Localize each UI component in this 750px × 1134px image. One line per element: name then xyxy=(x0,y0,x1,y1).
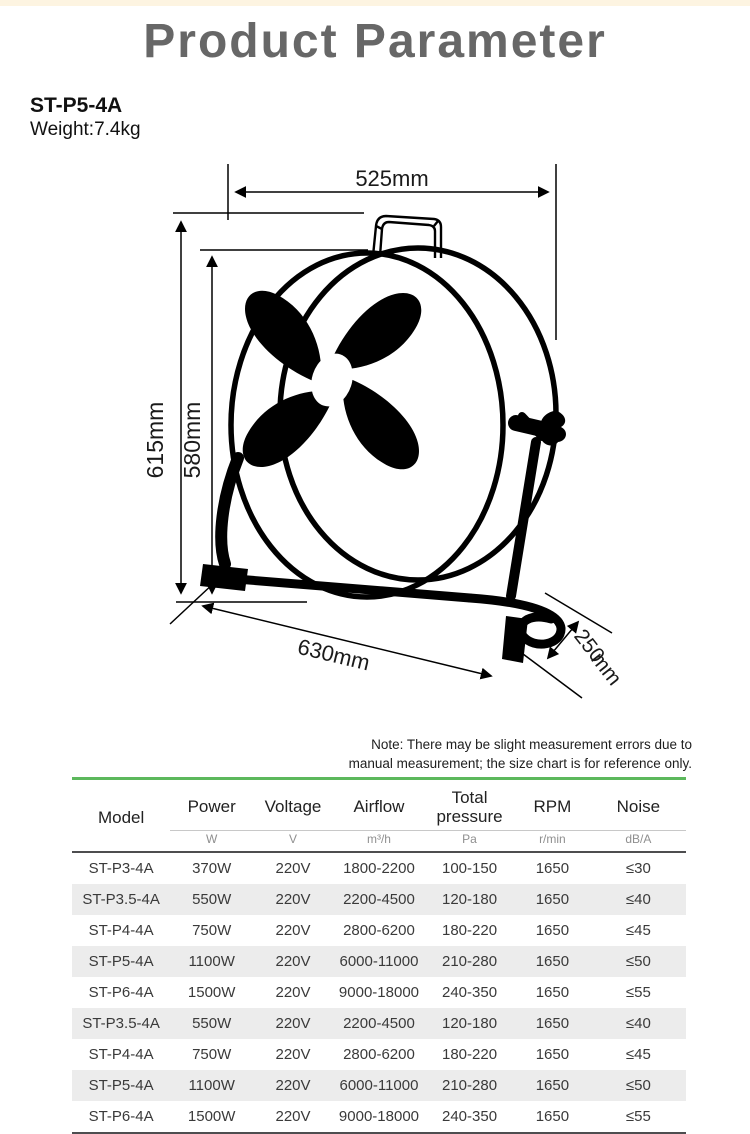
table-cell: 220V xyxy=(275,891,311,909)
table-cell: ≤55 xyxy=(625,984,651,1002)
table-cell: 1500W xyxy=(187,1108,236,1126)
table-cell: ST-P5-4A xyxy=(88,1077,154,1095)
fan-drawing xyxy=(199,216,566,663)
table-cell: 220V xyxy=(275,1108,311,1126)
measurement-note-line1: Note: There may be slight measurement errors due to xyxy=(371,737,692,752)
measurement-note xyxy=(262,736,692,773)
table-cell: ST-P3-4A xyxy=(88,860,154,878)
table-cell: 210-280 xyxy=(441,1077,498,1095)
col-header-noise: Noise xyxy=(616,797,661,817)
table-cell: 1500W xyxy=(187,984,236,1002)
spec-table xyxy=(72,777,686,1134)
table-cell: 6000-11000 xyxy=(339,1077,419,1095)
col-header-airflow: Airflow xyxy=(353,797,405,817)
col-unit-voltage: V xyxy=(253,831,333,853)
table-cell: ≤40 xyxy=(625,891,651,909)
product-weight: Weight:7.4kg xyxy=(30,119,141,140)
table-cell: 1650 xyxy=(535,1015,570,1033)
table-cell: ≤50 xyxy=(625,1077,651,1095)
table-cell: 2200-4500 xyxy=(343,1015,415,1033)
table-cell: ≤45 xyxy=(625,922,651,940)
table-cell: ≤50 xyxy=(625,953,651,971)
table-cell: 120-180 xyxy=(441,891,498,909)
col-unit-noise: dB/A xyxy=(591,831,686,853)
table-cell: 220V xyxy=(275,984,311,1002)
table-cell: ST-P3.5-4A xyxy=(82,1015,160,1033)
col-header-voltage: Voltage xyxy=(264,797,322,817)
spec-table-body xyxy=(72,852,686,1133)
col-header-power: Power xyxy=(187,797,236,817)
table-cell: 210-280 xyxy=(441,953,498,971)
table-row xyxy=(72,946,686,977)
table-cell: 750W xyxy=(192,922,232,940)
table-cell: 240-350 xyxy=(441,984,498,1002)
table-cell: 2800-6200 xyxy=(343,1046,415,1064)
table-cell: 100-150 xyxy=(441,860,498,878)
table-row xyxy=(72,852,686,884)
table-cell: 1650 xyxy=(535,1046,570,1064)
col-header-model: Model xyxy=(72,779,170,853)
dim-label-height-outer: 615mm xyxy=(142,401,168,479)
table-cell: 120-180 xyxy=(441,1015,498,1033)
dim-label-width: 525mm xyxy=(355,166,429,191)
table-row xyxy=(72,1039,686,1070)
table-cell: ST-P5-4A xyxy=(88,953,154,971)
page-title: Product Parameter xyxy=(143,15,607,68)
col-unit-power: W xyxy=(170,831,253,853)
table-row xyxy=(72,884,686,915)
table-cell: 220V xyxy=(275,922,311,940)
col-unit-rpm: r/min xyxy=(514,831,591,853)
dim-label-base-length: 630mm xyxy=(295,633,373,676)
table-cell: ST-P3.5-4A xyxy=(82,891,160,909)
table-cell: 1650 xyxy=(535,922,570,940)
table-cell: 220V xyxy=(275,1046,311,1064)
table-cell: 550W xyxy=(192,1015,232,1033)
table-cell: 550W xyxy=(192,891,232,909)
fan-dimension-diagram xyxy=(70,150,670,750)
table-cell: 1100W xyxy=(188,953,235,971)
table-cell: 1800-2200 xyxy=(343,860,415,878)
table-cell: 220V xyxy=(275,1077,311,1095)
table-row xyxy=(72,1101,686,1133)
table-cell: 1650 xyxy=(535,860,570,878)
dim-label-base-depth-value: 250 xyxy=(569,625,609,667)
table-cell: 220V xyxy=(275,860,311,878)
table-cell: ≤55 xyxy=(625,1108,651,1126)
table-cell: 240-350 xyxy=(441,1108,498,1126)
table-cell: 180-220 xyxy=(441,922,498,940)
table-cell: 370W xyxy=(192,860,232,878)
table-cell: 2800-6200 xyxy=(343,922,415,940)
table-row xyxy=(72,1070,686,1101)
table-cell: 6000-11000 xyxy=(339,953,419,971)
table-cell: ≤45 xyxy=(625,1046,651,1064)
table-cell: ST-P6-4A xyxy=(88,1108,154,1126)
table-cell: 1650 xyxy=(535,984,570,1002)
col-header-total-pressure: Total pressure xyxy=(436,788,503,826)
table-cell: ST-P4-4A xyxy=(88,922,154,940)
table-cell: ST-P6-4A xyxy=(88,984,154,1002)
table-cell: 9000-18000 xyxy=(338,984,419,1002)
top-accent-band xyxy=(0,0,750,6)
table-cell: ≤30 xyxy=(625,860,651,878)
table-cell: 9000-18000 xyxy=(338,1108,419,1126)
spec-table-header-row xyxy=(72,779,686,831)
table-cell: 220V xyxy=(275,953,311,971)
spec-table-section xyxy=(72,777,686,1134)
table-cell: 1650 xyxy=(535,1108,570,1126)
table-row xyxy=(72,915,686,946)
table-cell: 1100W xyxy=(188,1077,235,1095)
table-cell: 2200-4500 xyxy=(343,891,415,909)
table-cell: 1650 xyxy=(535,1077,570,1095)
col-unit-total-pressure: Pa xyxy=(425,831,514,853)
dim-label-height-inner: 580mm xyxy=(179,401,205,479)
table-row xyxy=(72,977,686,1008)
dim-label-base-depth-unit: mm xyxy=(586,648,626,690)
table-cell: ≤40 xyxy=(625,1015,651,1033)
table-cell: ST-P4-4A xyxy=(88,1046,154,1064)
col-header-rpm: RPM xyxy=(533,797,572,817)
table-row xyxy=(72,1008,686,1039)
measurement-note-line2: manual measurement; the size chart is for reference only. xyxy=(348,755,692,771)
table-cell: 750W xyxy=(192,1046,232,1064)
table-cell: 1650 xyxy=(535,891,570,909)
table-cell: 220V xyxy=(275,1015,311,1033)
col-unit-airflow: m³/h xyxy=(333,831,425,853)
product-model: ST-P5-4A xyxy=(30,94,123,117)
table-cell: 180-220 xyxy=(441,1046,498,1064)
table-cell: 1650 xyxy=(535,953,570,971)
